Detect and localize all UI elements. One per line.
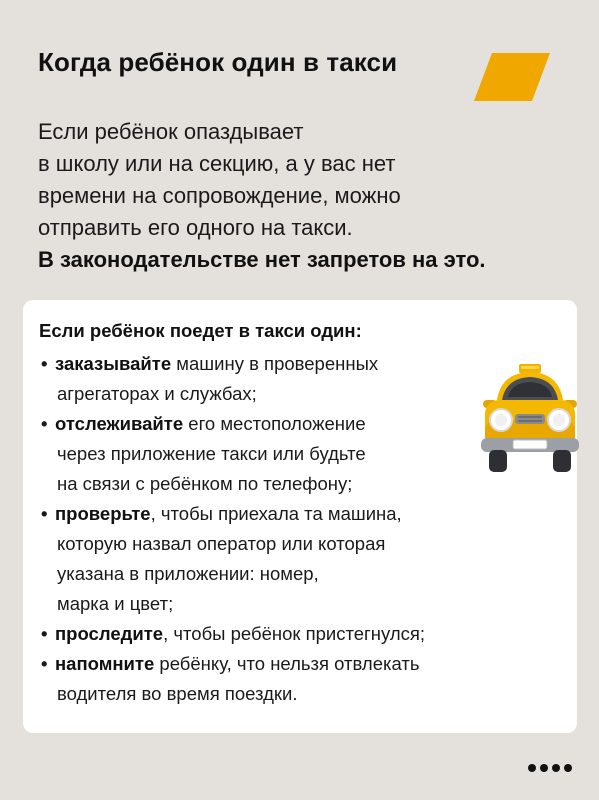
- item-text: машину в проверенных: [171, 353, 379, 374]
- list-item: [39, 499, 509, 619]
- intro-line: Если ребёнок опаздывает: [38, 119, 304, 144]
- item-text: водителя во время поездки.: [57, 683, 298, 704]
- item-keyword: заказывайте: [55, 353, 172, 374]
- item-text: через приложение такси или будьте: [57, 443, 366, 464]
- bullet-icon: •: [41, 353, 48, 374]
- list-item: [39, 409, 509, 499]
- item-keyword: проследите: [55, 623, 164, 644]
- item-text: , чтобы приехала та машина,: [150, 503, 402, 524]
- item-keyword: проверьте: [55, 503, 151, 524]
- bullet-icon: •: [41, 413, 48, 434]
- item-text: которую назвал оператор или которая: [57, 533, 386, 554]
- item-text: ребёнку, что нельзя отвлекать: [154, 653, 420, 674]
- item-keyword: напомните: [55, 653, 155, 674]
- list-item: [39, 349, 509, 409]
- page-title: Когда ребёнок один в такси: [38, 47, 398, 77]
- bullet-icon: •: [41, 653, 48, 674]
- pagination-dot: [528, 764, 536, 772]
- intro-paragraph: [38, 116, 578, 276]
- taxi-icon: [475, 364, 585, 476]
- list-item: [39, 649, 509, 709]
- intro-line: в школу или на секцию, а у вас нет: [38, 151, 396, 176]
- card-heading: Если ребёнок поедет в такси один:: [39, 320, 362, 341]
- intro-bold-line: В законодательстве нет запретов на это.: [38, 247, 486, 272]
- intro-line: отправить его одного на такси.: [38, 215, 353, 240]
- list-item: [39, 619, 509, 649]
- item-text: его местоположение: [183, 413, 366, 434]
- bullet-icon: •: [41, 623, 48, 644]
- item-text: марка и цвет;: [57, 593, 174, 614]
- pagination-dots: [528, 764, 572, 772]
- intro-line: времени на сопровождение, можно: [38, 183, 401, 208]
- pagination-dot: [540, 764, 548, 772]
- item-text: указана в приложении: номер,: [57, 563, 319, 584]
- item-text: агрегаторах и службах;: [57, 383, 257, 404]
- pagination-dot: [564, 764, 572, 772]
- accent-parallelogram-icon: [474, 53, 552, 101]
- item-text: , чтобы ребёнок пристегнулся;: [163, 623, 426, 644]
- bullet-icon: •: [41, 503, 48, 524]
- tips-card: [23, 300, 577, 733]
- item-text: на связи с ребёнком по телефону;: [57, 473, 353, 494]
- item-keyword: отслеживайте: [55, 413, 184, 434]
- pagination-dot: [552, 764, 560, 772]
- tips-list: [39, 349, 509, 709]
